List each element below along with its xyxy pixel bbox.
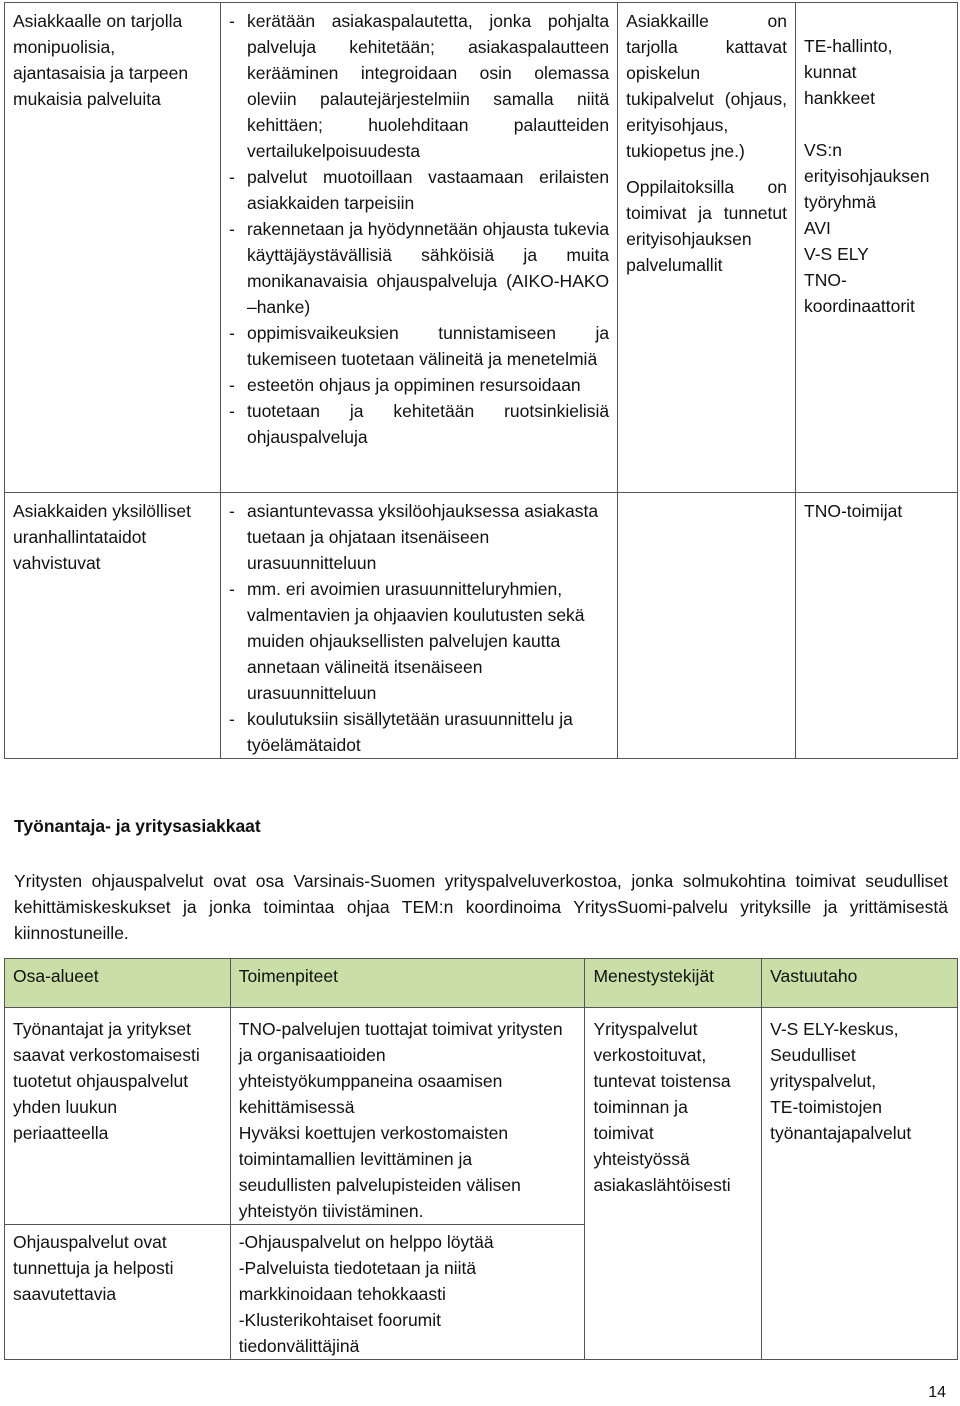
header-responsible: Vastuutaho: [762, 959, 958, 1008]
focus-area-cell: Ohjauspalvelut ovat tunnettuja ja helposti saavutettavia: [5, 1225, 231, 1360]
table-row: [5, 493, 958, 759]
responsible-cell: TE-hallinto, kunnat hankkeet VS:n erityisohjauksen työryhmä AVI V-S ELY TNO-koordinaattorit: [796, 3, 958, 493]
header-success-factors: Menestystekijät: [585, 959, 762, 1008]
focus-area-cell: Työnantajat ja yritykset saavat verkostomaisesti tuotetut ohjauspalvelut yhden luukun periaatteella: [5, 1008, 231, 1225]
list-item: - koulutuksiin sisällytetään urasuunnittelu ja työelämätaidot: [228, 709, 573, 755]
measures-cell: -Ohjauspalvelut on helppo löytää -Palveluista tiedotetaan ja niitä markkinoidaan tehokkaasti -Klusterikohtaiset foorumit tiedonvälittäjinä: [230, 1225, 585, 1360]
table-header-row: [5, 959, 958, 1008]
focus-area-cell: Asiakkaiden yksilölliset uranhallintataidot vahvistuvat: [5, 493, 221, 759]
goals-table-1: [4, 2, 958, 759]
page-number: 14: [928, 1384, 946, 1401]
measures-cell: TNO-palvelujen tuottajat toimivat yritysten ja organisaatioiden yhteistyökumppaneina osaamisen kehittämisessä Hyväksi koettujen verkostomaisten toimintamallien levittäminen ja seudullisten palvelupisteiden välisen yhteistyön tiivistäminen.: [230, 1008, 585, 1225]
success-factors-cell: Asiakkaille on tarjolla kattavat opiskelun tukipalvelut (ohjaus, erityisohjaus, tukiopetus jne.) Oppilaitoksilla on toimivat ja tunnetut erityisohjauksen palvelumallit: [618, 3, 796, 493]
header-measures: Toimenpiteet: [230, 959, 585, 1008]
success-factors-cell: Yrityspalvelut verkostoituvat, tuntevat toistensa toiminnan ja toimivat yhteistyössä asiakaslähtöisesti: [585, 1008, 762, 1360]
measures-cell: [220, 493, 617, 759]
list-item: - asiantuntevassa yksilöohjauksessa asiakasta tuetaan ja ohjataan itsenäiseen urasuunnitteluun: [228, 501, 599, 573]
header-areas: Osa-alueet: [5, 959, 231, 1008]
measures-cell: [220, 3, 617, 493]
list-item: - esteetön ohjaus ja oppiminen resursoidaan: [228, 375, 581, 395]
list-item: - palvelut muotoillaan vastaamaan erilaisten asiakkaiden tarpeisiin: [228, 167, 610, 213]
list-item: - tuotetaan ja kehitetään ruotsinkielisiä ohjauspalveluja: [228, 401, 610, 447]
section-intro: Yritysten ohjauspalvelut ovat osa Varsinais-Suomen yrityspalveluverkostoa, jonka solmukohtina toimivat seudulliset kehittämiskeskukset ja jonka toimintaa ohjaa TEM:n koordinoima YritysSuomi-palvelu yrityksille ja yrittämisestä kiinnostuneille.: [14, 871, 948, 943]
list-item: - oppimisvaikeuksien tunnistamiseen ja tukemiseen tuotetaan välineitä ja menetelmiä: [228, 323, 610, 369]
responsible-cell: TNO-toimijat: [796, 493, 958, 759]
success-factors-cell: [618, 493, 796, 759]
list-item: - kerätään asiakaspalautetta, jonka pohjalta palveluja kehitetään; asiakaspalautteen kerääminen integroidaan osin olemassa oleviin palautejärjestelmiin samalla niitä kehittäen; huolehditaan palautteiden vertailukelpoisuudesta: [228, 11, 610, 161]
table-row: [5, 3, 958, 493]
table-row: [5, 1008, 958, 1225]
section-heading: Työnantaja- ja yritysasiakkaat: [14, 816, 261, 836]
list-item: - rakennetaan ja hyödynnetään ohjausta tukevia käyttäjäystävällisiä sähköisiä ja muita monikanavaisia ohjauspalveluja (AIKO-HAKO –hanke): [228, 219, 610, 317]
list-item: - mm. eri avoimien urasuunnitteluryhmien, valmentavien ja ohjaavien koulutusten sekä muiden ohjauksellisten palvelujen kautta annetaan välineitä itsenäiseen urasuunnitteluun: [228, 579, 585, 703]
focus-area-cell: Asiakkaalle on tarjolla monipuolisia, ajantasaisia ja tarpeen mukaisia palveluita: [5, 3, 221, 493]
responsible-cell: V-S ELY-keskus, Seudulliset yrityspalvelut, TE-toimistojen työnantajapalvelut: [762, 1008, 958, 1360]
goals-table-2: [4, 958, 958, 1360]
